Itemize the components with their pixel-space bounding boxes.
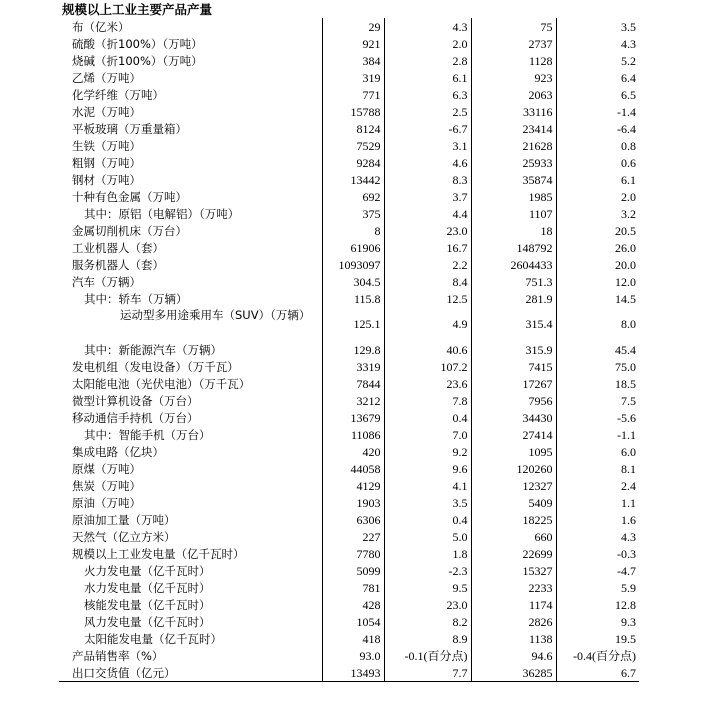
cumulative-output-cell: 148792 (471, 239, 556, 256)
table-row (59, 375, 639, 392)
cumulative-output-cell: 23414 (471, 120, 556, 137)
production-table (59, 18, 639, 682)
cumulative-output-cell: 1138 (471, 630, 556, 647)
row-name-cell: 焦炭（万吨） (72, 479, 141, 493)
month-growth-cell: 8.4 (384, 273, 471, 290)
cumulative-growth-cell: 1.6 (556, 511, 639, 528)
row-name-cell: 产品销售率（%） (72, 649, 164, 663)
cumulative-output-cell: 1107 (471, 205, 556, 222)
table-row (59, 205, 639, 222)
cumulative-output-cell: 22699 (471, 545, 556, 562)
row-name-cell: 硫酸（折100%）（万吨） (72, 37, 203, 51)
month-output-cell: 319 (322, 69, 384, 86)
month-output-cell: 44058 (322, 460, 384, 477)
cumulative-growth-cell: -1.1 (556, 426, 639, 443)
table-row (59, 86, 639, 103)
month-output-cell: 418 (322, 630, 384, 647)
month-growth-cell: 1.8 (384, 545, 471, 562)
month-output-cell: 8 (322, 222, 384, 239)
table-row (59, 341, 639, 358)
month-growth-cell: 4.1 (384, 477, 471, 494)
table-row (59, 460, 639, 477)
cumulative-growth-cell: 6.4 (556, 69, 639, 86)
month-growth-cell: 3.7 (384, 188, 471, 205)
row-name-cell: 原油（万吨） (72, 496, 141, 510)
month-output-cell: 29 (322, 18, 384, 35)
month-growth-cell: 107.2 (384, 358, 471, 375)
row-name-cell: 其中：智能手机（万台） (84, 428, 211, 442)
table-row (59, 273, 639, 290)
month-growth-cell: 9.5 (384, 579, 471, 596)
month-output-cell: 7844 (322, 375, 384, 392)
month-output-cell: 1054 (322, 613, 384, 630)
cumulative-output-cell: 1985 (471, 188, 556, 205)
month-growth-cell: 16.7 (384, 239, 471, 256)
cumulative-growth-cell: 7.5 (556, 392, 639, 409)
table-row (59, 494, 639, 511)
table-body (59, 18, 639, 682)
month-output-cell: 921 (322, 35, 384, 52)
cumulative-growth-cell: 26.0 (556, 239, 639, 256)
cumulative-output-cell: 33116 (471, 103, 556, 120)
table-row (59, 222, 639, 239)
month-output-cell: 9284 (322, 154, 384, 171)
cumulative-output-cell: 21628 (471, 137, 556, 154)
month-growth-cell: 2.2 (384, 256, 471, 273)
cumulative-output-cell: 94.6 (471, 647, 556, 664)
month-growth-cell: 3.5 (384, 494, 471, 511)
row-name-cell: 服务机器人（套） (72, 258, 164, 272)
row-name-cell: 其中：原铝（电解铝）（万吨） (84, 207, 240, 221)
cumulative-growth-cell: 8.0 (556, 307, 639, 341)
row-name-cell: 钢材（万吨） (72, 173, 141, 187)
month-output-cell: 304.5 (322, 273, 384, 290)
row-name-cell: 其中：轿车（万辆） (84, 292, 188, 306)
cumulative-growth-cell: 3.2 (556, 205, 639, 222)
month-growth-cell: 4.3 (384, 18, 471, 35)
month-growth-cell: 23.6 (384, 375, 471, 392)
cumulative-growth-cell: 5.9 (556, 579, 639, 596)
table-row (59, 528, 639, 545)
cumulative-output-cell: 12327 (471, 477, 556, 494)
month-output-cell: 227 (322, 528, 384, 545)
table-row (59, 239, 639, 256)
table-row (59, 171, 639, 188)
month-growth-cell: -6.7 (384, 120, 471, 137)
month-growth-cell: 4.6 (384, 154, 471, 171)
row-name-cell: 太阳能发电量（亿千瓦时） (84, 632, 222, 646)
table-row (59, 426, 639, 443)
row-name-cell: 核能发电量（亿千瓦时） (84, 598, 211, 612)
month-growth-cell: 6.1 (384, 69, 471, 86)
month-output-cell: 1093097 (322, 256, 384, 273)
month-growth-cell: 8.9 (384, 630, 471, 647)
month-output-cell: 4129 (322, 477, 384, 494)
month-output-cell: 13679 (322, 409, 384, 426)
cumulative-growth-cell: 4.3 (556, 35, 639, 52)
cumulative-growth-cell: 6.0 (556, 443, 639, 460)
month-growth-cell: 2.5 (384, 103, 471, 120)
month-output-cell: 129.8 (322, 341, 384, 358)
cumulative-growth-cell: 0.6 (556, 154, 639, 171)
cumulative-output-cell: 18 (471, 222, 556, 239)
table-row (59, 18, 639, 35)
cumulative-output-cell: 281.9 (471, 290, 556, 307)
table-row (59, 120, 639, 137)
row-name-cell: 十种有色金属（万吨） (72, 190, 187, 204)
row-name-cell: 汽车（万辆） (72, 275, 141, 289)
cumulative-output-cell: 1095 (471, 443, 556, 460)
cumulative-growth-cell: 6.5 (556, 86, 639, 103)
month-output-cell: 11086 (322, 426, 384, 443)
cumulative-growth-cell: -1.4 (556, 103, 639, 120)
table-row (59, 256, 639, 273)
cumulative-output-cell: 2826 (471, 613, 556, 630)
month-growth-cell: 0.4 (384, 409, 471, 426)
month-growth-cell: 4.9 (384, 307, 471, 341)
table-row (59, 409, 639, 426)
month-growth-cell: 2.0 (384, 35, 471, 52)
cumulative-output-cell: 7415 (471, 358, 556, 375)
month-growth-cell: 23.0 (384, 596, 471, 613)
row-name-cell: 化学纤维（万吨） (72, 88, 164, 102)
cumulative-growth-cell: 8.1 (556, 460, 639, 477)
row-name-cell: 布（亿米） (72, 20, 130, 34)
table-row (59, 137, 639, 154)
cumulative-growth-cell: 4.3 (556, 528, 639, 545)
month-output-cell: 6306 (322, 511, 384, 528)
cumulative-output-cell: 2737 (471, 35, 556, 52)
row-name-cell: 金属切削机床（万台） (72, 224, 187, 238)
cumulative-output-cell: 923 (471, 69, 556, 86)
month-growth-cell: 7.0 (384, 426, 471, 443)
row-name-cell: 集成电路（亿块） (72, 445, 164, 459)
month-output-cell: 692 (322, 188, 384, 205)
table-row (59, 664, 639, 682)
month-growth-cell: 8.3 (384, 171, 471, 188)
table-row (59, 613, 639, 630)
cumulative-growth-cell: 9.3 (556, 613, 639, 630)
cumulative-growth-cell: 5.2 (556, 52, 639, 69)
table-row (59, 647, 639, 664)
cumulative-growth-cell: 19.5 (556, 630, 639, 647)
row-name-cell: 规模以上工业发电量（亿千瓦时） (72, 547, 245, 561)
cumulative-growth-cell: -0.4(百分点) (556, 647, 639, 664)
month-output-cell: 781 (322, 579, 384, 596)
cumulative-growth-cell: 6.7 (556, 664, 639, 682)
table-row (59, 358, 639, 375)
cumulative-growth-cell: 3.5 (556, 18, 639, 35)
cumulative-growth-cell: 45.4 (556, 341, 639, 358)
table-row (59, 188, 639, 205)
row-name-cell: 粗钢（万吨） (72, 156, 141, 170)
row-name-cell: 原煤（万吨） (72, 462, 141, 476)
row-name-cell: 风力发电量（亿千瓦时） (84, 615, 211, 629)
table-row (59, 307, 639, 341)
table-title: 规模以上工业主要产品产量 (62, 2, 213, 17)
cumulative-output-cell: 7956 (471, 392, 556, 409)
table-row (59, 35, 639, 52)
cumulative-output-cell: 315.9 (471, 341, 556, 358)
cumulative-growth-cell: 12.8 (556, 596, 639, 613)
cumulative-growth-cell: -0.3 (556, 545, 639, 562)
cumulative-growth-cell: -5.6 (556, 409, 639, 426)
cumulative-growth-cell: 18.5 (556, 375, 639, 392)
month-output-cell: 125.1 (322, 307, 384, 341)
table-row (59, 443, 639, 460)
month-growth-cell: 0.4 (384, 511, 471, 528)
row-name-cell: 原油加工量（万吨） (72, 513, 176, 527)
month-growth-cell: -0.1(百分点) (384, 647, 471, 664)
month-output-cell: 93.0 (322, 647, 384, 664)
row-name-cell: 生铁（万吨） (72, 139, 141, 153)
cumulative-growth-cell: -6.4 (556, 120, 639, 137)
cumulative-output-cell: 5409 (471, 494, 556, 511)
month-output-cell: 13493 (322, 664, 384, 682)
cumulative-output-cell: 18225 (471, 511, 556, 528)
cumulative-output-cell: 315.4 (471, 307, 556, 341)
table-row (59, 154, 639, 171)
cumulative-output-cell: 15327 (471, 562, 556, 579)
month-growth-cell: 6.3 (384, 86, 471, 103)
cumulative-output-cell: 120260 (471, 460, 556, 477)
month-output-cell: 428 (322, 596, 384, 613)
cumulative-output-cell: 27414 (471, 426, 556, 443)
month-growth-cell: 4.4 (384, 205, 471, 222)
cumulative-output-cell: 2604433 (471, 256, 556, 273)
month-output-cell: 384 (322, 52, 384, 69)
month-output-cell: 13442 (322, 171, 384, 188)
row-name-cell: 水泥（万吨） (72, 105, 141, 119)
month-output-cell: 5099 (322, 562, 384, 579)
table-row (59, 290, 639, 307)
table-row (59, 596, 639, 613)
cumulative-growth-cell: 6.1 (556, 171, 639, 188)
row-name-cell: 发电机组（发电设备）（万千瓦） (72, 360, 239, 374)
month-growth-cell: -2.3 (384, 562, 471, 579)
row-name-cell: 平板玻璃（万重量箱） (72, 122, 187, 136)
cumulative-growth-cell: 20.5 (556, 222, 639, 239)
row-name-cell: 其中：新能源汽车（万辆） (84, 343, 222, 357)
cumulative-growth-cell: 12.0 (556, 273, 639, 290)
row-name-cell: 太阳能电池（光伏电池）（万千瓦） (72, 377, 251, 391)
table-row (59, 511, 639, 528)
month-growth-cell: 3.1 (384, 137, 471, 154)
month-output-cell: 771 (322, 86, 384, 103)
cumulative-growth-cell: 2.4 (556, 477, 639, 494)
month-growth-cell: 12.5 (384, 290, 471, 307)
table-row (59, 392, 639, 409)
row-name-cell: 工业机器人（套） (72, 241, 164, 255)
month-growth-cell: 7.7 (384, 664, 471, 682)
table-row (59, 630, 639, 647)
cumulative-growth-cell: 1.1 (556, 494, 639, 511)
month-output-cell: 3212 (322, 392, 384, 409)
month-output-cell: 420 (322, 443, 384, 460)
row-name-cell: 乙烯（万吨） (72, 71, 141, 85)
table-row (59, 103, 639, 120)
cumulative-output-cell: 660 (471, 528, 556, 545)
cumulative-output-cell: 34430 (471, 409, 556, 426)
cumulative-growth-cell: 20.0 (556, 256, 639, 273)
month-growth-cell: 9.2 (384, 443, 471, 460)
month-growth-cell: 7.8 (384, 392, 471, 409)
month-output-cell: 8124 (322, 120, 384, 137)
cumulative-growth-cell: 75.0 (556, 358, 639, 375)
month-output-cell: 7529 (322, 137, 384, 154)
row-name-cell: 天然气（亿立方米） (72, 530, 176, 544)
row-name-cell: 出口交货值（亿元） (59, 664, 322, 682)
row-name-cell: 水力发电量（亿千瓦时） (84, 581, 211, 595)
month-output-cell: 7780 (322, 545, 384, 562)
table-row (59, 545, 639, 562)
month-output-cell: 1903 (322, 494, 384, 511)
table-row (59, 477, 639, 494)
cumulative-output-cell: 1128 (471, 52, 556, 69)
row-name-cell: 微型计算机设备（万台） (72, 394, 199, 408)
cumulative-growth-cell: 2.0 (556, 188, 639, 205)
cumulative-output-cell: 2063 (471, 86, 556, 103)
month-growth-cell: 9.6 (384, 460, 471, 477)
month-output-cell: 15788 (322, 103, 384, 120)
cumulative-growth-cell: 0.8 (556, 137, 639, 154)
row-name-cell: 火力发电量（亿千瓦时） (84, 564, 211, 578)
month-growth-cell: 2.8 (384, 52, 471, 69)
cumulative-growth-cell: -4.7 (556, 562, 639, 579)
row-name-cell: 移动通信手持机（万台） (72, 411, 199, 425)
table-row (59, 579, 639, 596)
cumulative-output-cell: 1174 (471, 596, 556, 613)
cumulative-growth-cell: 14.5 (556, 290, 639, 307)
row-name-cell: 烧碱（折100%）（万吨） (72, 54, 203, 68)
cumulative-output-cell: 751.3 (471, 273, 556, 290)
table-row (59, 69, 639, 86)
month-growth-cell: 40.6 (384, 341, 471, 358)
month-growth-cell: 8.2 (384, 613, 471, 630)
month-output-cell: 61906 (322, 239, 384, 256)
cumulative-output-cell: 75 (471, 18, 556, 35)
month-output-cell: 375 (322, 205, 384, 222)
cumulative-output-cell: 35874 (471, 171, 556, 188)
cumulative-output-cell: 25933 (471, 154, 556, 171)
table-row (59, 562, 639, 579)
month-growth-cell: 23.0 (384, 222, 471, 239)
cumulative-output-cell: 2233 (471, 579, 556, 596)
row-name-cell: 运动型多用途乘用车（SUV）（万辆） (120, 308, 311, 322)
month-growth-cell: 5.0 (384, 528, 471, 545)
cumulative-output-cell: 17267 (471, 375, 556, 392)
table-row (59, 52, 639, 69)
month-output-cell: 115.8 (322, 290, 384, 307)
month-output-cell: 3319 (322, 358, 384, 375)
cumulative-output-cell: 36285 (471, 664, 556, 682)
